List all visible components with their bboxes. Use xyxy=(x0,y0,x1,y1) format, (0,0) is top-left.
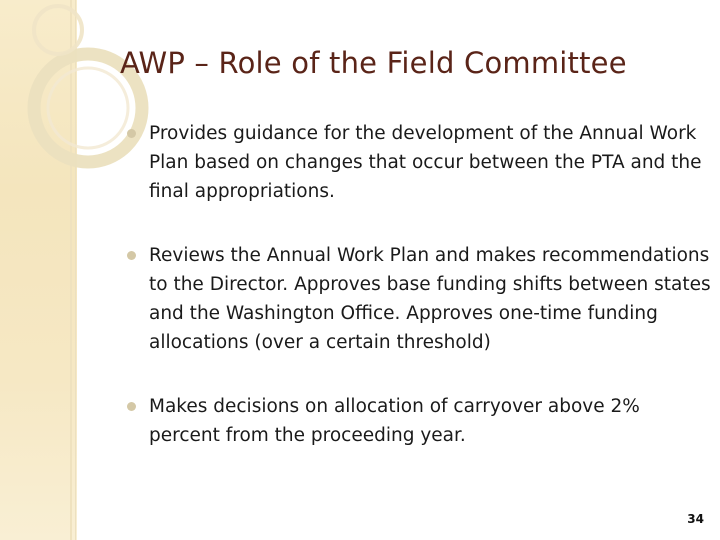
bullet-dot-icon xyxy=(127,251,136,260)
bullet-list xyxy=(127,119,712,450)
page-number: 34 xyxy=(687,512,704,526)
bullet-dot-icon xyxy=(127,129,136,138)
inner-ring xyxy=(48,68,128,148)
bullet-text: Reviews the Annual Work Plan and makes recommendations to the Director. Approves base funding shifts between states and the Washington Office. Approves one-time funding allocations (over a certain threshold) xyxy=(149,245,711,353)
small-ring xyxy=(34,6,82,54)
bullet-item xyxy=(127,241,712,357)
bullet-text: Provides guidance for the development of the Annual Work Plan based on changes that occur between the PTA and the final appropriations. xyxy=(149,123,702,202)
bullet-item xyxy=(127,392,712,450)
slide-title: AWP – Role of the Field Committee xyxy=(120,46,627,80)
bullet-item xyxy=(127,119,712,206)
bullet-text: Makes decisions on allocation of carryover above 2% percent from the proceeding year. xyxy=(149,396,640,446)
bullet-dot-icon xyxy=(127,402,136,411)
